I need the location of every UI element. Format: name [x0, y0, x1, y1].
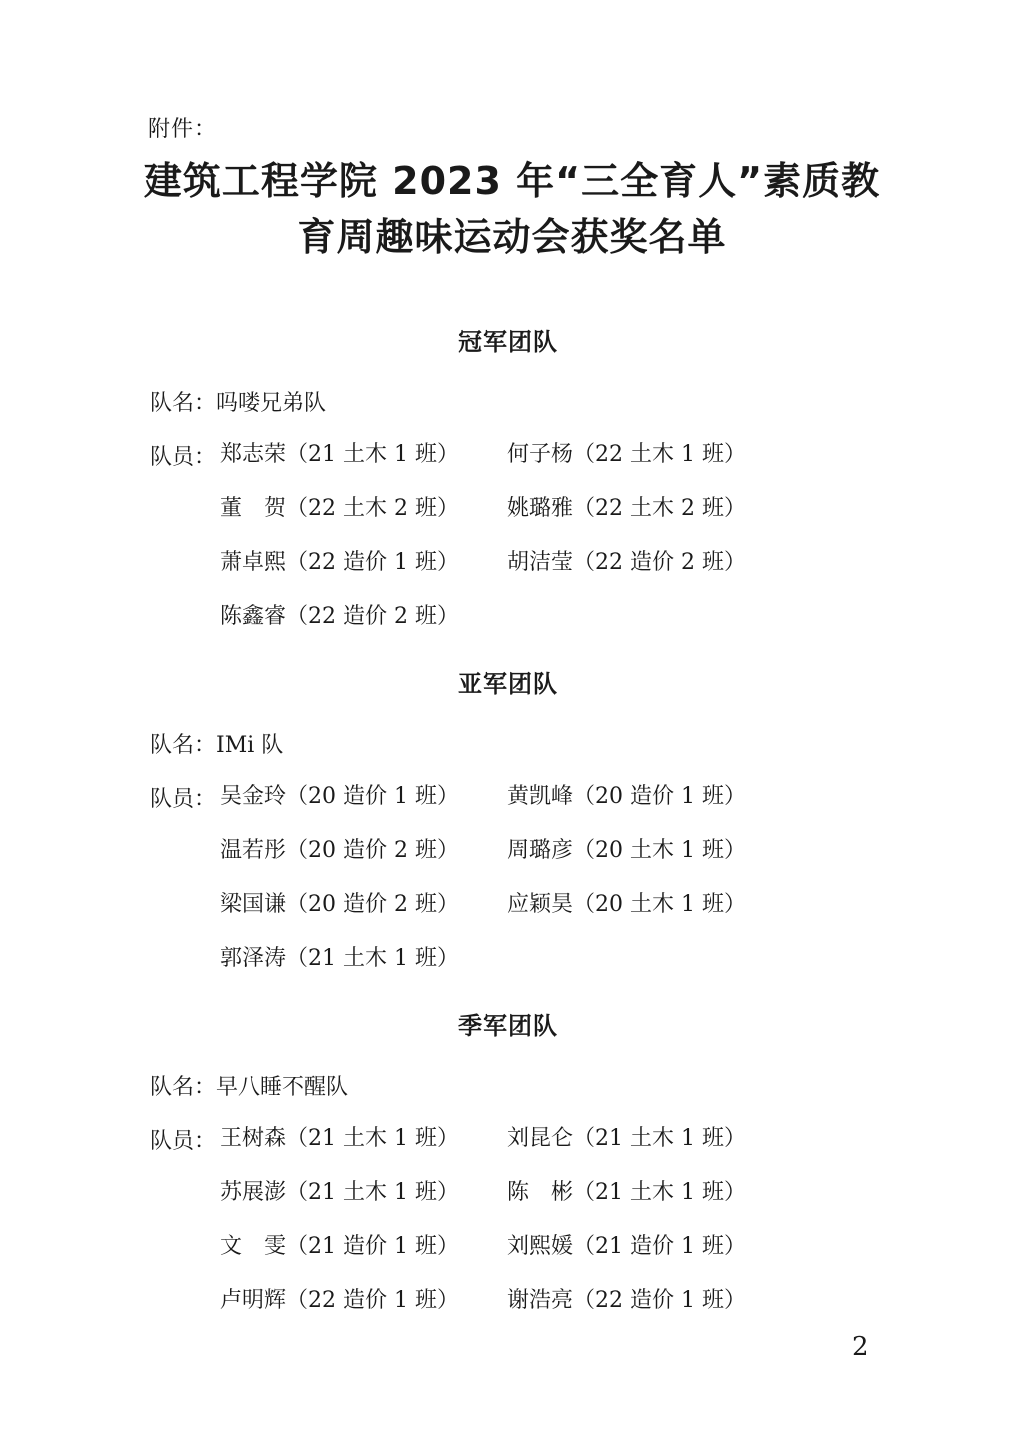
members-label: 队员：	[150, 1129, 217, 1154]
member-class: （22 土木 2 班）	[286, 496, 459, 521]
member-name: 胡洁莹	[507, 550, 574, 575]
member-entry	[220, 944, 459, 974]
member-name: 郭泽涛	[220, 946, 287, 971]
team-name: 早八睡不醒队	[216, 1075, 349, 1100]
member-entry	[220, 1286, 459, 1316]
team-name-line	[150, 728, 283, 759]
member-class: （21 土木 1 班）	[286, 1126, 459, 1151]
member-class: （21 造价 1 班）	[573, 1234, 746, 1259]
member-class: （21 土木 1 班）	[286, 442, 459, 467]
member-name: 吴金玲	[220, 784, 287, 809]
member-entry	[220, 494, 459, 524]
member-class: （21 土木 1 班）	[286, 1180, 459, 1205]
member-name: 刘昆仑	[507, 1126, 574, 1151]
member-name: 何子杨	[507, 442, 574, 467]
team-name-line	[150, 386, 326, 417]
member-name: 董 贺	[220, 496, 287, 521]
member-class: （21 土木 1 班）	[573, 1180, 746, 1205]
team-name-label: 队名：	[150, 733, 217, 758]
member-name: 黄凯峰	[507, 784, 574, 809]
member-name: 苏展澎	[220, 1180, 287, 1205]
member-name: 陈鑫睿	[220, 604, 287, 629]
member-entry	[507, 494, 746, 524]
member-entry	[507, 548, 746, 578]
section-heading: 亚军团队	[458, 670, 558, 698]
member-entry	[507, 440, 746, 470]
member-name: 卢明辉	[220, 1288, 287, 1313]
team-name-label: 队名：	[150, 391, 217, 416]
member-name: 姚璐雅	[507, 496, 574, 521]
member-class: （22 土木 2 班）	[573, 496, 746, 521]
member-class: （22 造价 1 班）	[573, 1288, 746, 1313]
member-class: （20 土木 1 班）	[573, 892, 746, 917]
member-name: 刘熙媛	[507, 1234, 574, 1259]
member-class: （20 造价 1 班）	[286, 784, 459, 809]
member-entry	[220, 890, 459, 920]
member-name: 陈 彬	[507, 1180, 574, 1205]
member-class: （20 土木 1 班）	[573, 838, 746, 863]
member-name: 萧卓熙	[220, 550, 287, 575]
member-entry	[220, 1124, 459, 1154]
member-entry	[507, 1232, 746, 1262]
team-name-line	[150, 1070, 348, 1101]
member-class: （21 造价 1 班）	[286, 1234, 459, 1259]
member-class: （22 土木 1 班）	[573, 442, 746, 467]
member-entry	[220, 836, 459, 866]
member-name: 应颖昊	[507, 892, 574, 917]
member-entry	[220, 548, 459, 578]
member-name: 谢浩亮	[507, 1288, 574, 1313]
member-class: （22 造价 1 班）	[286, 1288, 459, 1313]
member-class: （20 造价 1 班）	[573, 784, 746, 809]
member-entry	[507, 1286, 746, 1316]
member-class: （20 造价 2 班）	[286, 838, 459, 863]
member-name: 梁国谦	[220, 892, 287, 917]
members-label: 队员：	[150, 787, 217, 812]
member-name: 温若彤	[220, 838, 287, 863]
team-name: IMi 队	[216, 733, 284, 758]
member-class: （22 造价 2 班）	[573, 550, 746, 575]
team-name-label: 队名：	[150, 1075, 217, 1100]
member-class: （21 土木 1 班）	[286, 946, 459, 971]
document-title-line-1: 建筑工程学院 2023 年“三全育人”素质教	[143, 159, 881, 203]
member-entry	[220, 782, 459, 812]
member-class: （20 造价 2 班）	[286, 892, 459, 917]
member-name: 郑志荣	[220, 442, 287, 467]
member-entry	[220, 1232, 459, 1262]
page-number: 2	[852, 1332, 869, 1362]
member-entry	[220, 602, 459, 632]
member-entry	[220, 1178, 459, 1208]
section-heading: 季军团队	[458, 1012, 558, 1040]
member-entry	[507, 836, 746, 866]
member-entry	[507, 1124, 746, 1154]
team-name: 吗喽兄弟队	[216, 391, 327, 416]
member-name: 周璐彦	[507, 838, 574, 863]
section-heading: 冠军团队	[458, 328, 558, 356]
member-class: （22 造价 2 班）	[286, 604, 459, 629]
member-entry	[507, 1178, 746, 1208]
member-name: 文 雯	[220, 1234, 287, 1259]
member-class: （21 土木 1 班）	[573, 1126, 746, 1151]
member-entry	[507, 890, 746, 920]
member-entry	[507, 782, 746, 812]
document-title-line-2: 育周趣味运动会获奖名单	[297, 215, 727, 259]
member-class: （22 造价 1 班）	[286, 550, 459, 575]
member-name: 王树森	[220, 1126, 287, 1151]
attachment-label: 附件：	[148, 117, 218, 142]
member-entry	[220, 440, 459, 470]
members-label: 队员：	[150, 445, 217, 470]
